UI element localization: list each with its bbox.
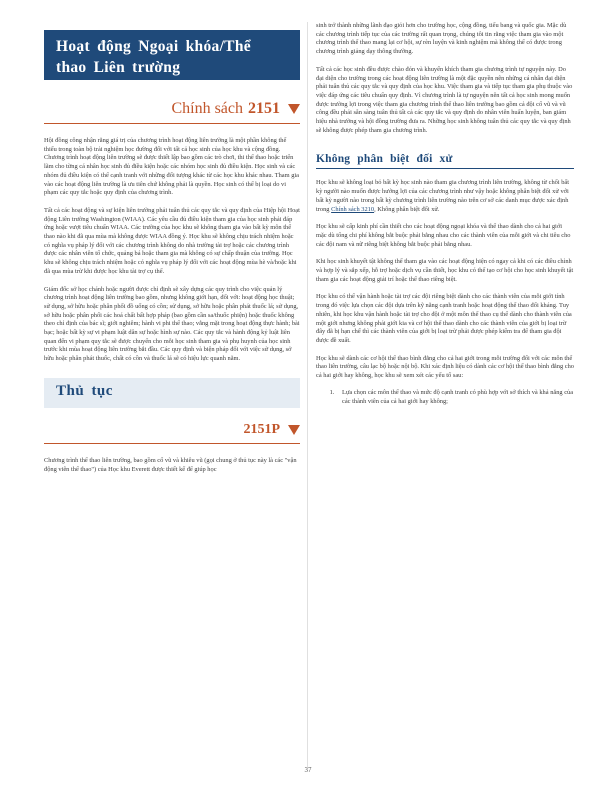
factors-list	[316, 389, 574, 406]
nd-text-after: , Không phân biệt đối xử.	[374, 205, 440, 213]
right-column	[316, 22, 574, 406]
page-title: Hoạt động Ngoại khóa/Thể thao Liên trường	[56, 38, 251, 76]
page-number: 37	[304, 766, 312, 774]
nondiscrimination-divider	[316, 168, 574, 169]
policy-divider	[44, 123, 300, 124]
policy-paragraph-1: Hội đồng công nhận rằng giá trị của chương trình hoạt động liên trường là một phần không thể thiếu trong toàn bộ trải nghiệm học đường đối với tất cả học sinh của học khu và cộng đồng. Chương trình hoạt động liên trường sẽ được thiết lập bao gồm các trò chơi, thi thể thao hoặc triển lãm cho từng cá nhân học sinh đủ điều kiện hoặc các nhóm học sinh đủ điều kiện. Học sinh và các nhóm đủ điều kiện có thể cạnh tranh với những đối tượng khác từ các học khu khác nhau. Tham gia vào các hoạt động liên trường là ưu tiên chứ không phải là quyền. Học sinh có thể bị loại do vi phạm các quy tắc hoặc quy định của chương trình.	[44, 137, 300, 197]
triangle-down-icon	[288, 104, 300, 114]
procedure-title: Thủ tục	[56, 382, 113, 399]
procedure-paragraph-continued: sinh trở thành những lãnh đạo giỏi hơn cho trường học, cộng đồng, tiểu bang và quốc gia. Mặc dù các chương trình tiếp tục của các trường rất quan trọng, chúng tôi tin rằng việc tham gia vào một chương trình thể thao mang lại cơ hội, sự rèn luyện và kinh nghiệm mà không thể có được trong chương trình giảng dạy thông thường.	[316, 22, 567, 56]
procedure-header	[44, 420, 300, 440]
nondiscrimination-paragraph-3: Khi học sinh khuyết tật không thể tham gia vào các hoạt động hiện có ngay cả khi có các điều chỉnh và hợp lý và sắp xếp, hỗ trợ hoặc dịch vụ cần thiết, học khu có thể tạo cơ hội cho học sinh khuyết tật tham gia các hoạt động giải trí hoặc thể thao riêng biệt.	[316, 258, 574, 283]
nd-text-before: Học khu sẽ không loại bỏ bất kỳ học sinh nào tham gia chương trình liên trường, không từ chối bất kỳ người nào muốn được hưởng lợi của các chương trình như vậy hoặc không phân biệt đối xử với bất kỳ người nào trong bất kỳ chương trình liên trường nào trên cơ sở các danh mục được xác định trong	[316, 179, 570, 213]
procedure-number: 2151P	[243, 421, 280, 437]
nondiscrimination-title: Không phân biệt đối xử	[316, 153, 453, 166]
procedure-banner	[44, 378, 300, 408]
policy-label: Chính sách	[171, 100, 243, 117]
title-banner	[44, 30, 300, 80]
nondiscrimination-paragraph-4: Học khu có thể vận hành hoặc tài trợ các đội riêng biệt dành cho các thành viên của mỗi giới tính trong đó việc lựa chọn các đội dựa trên kỹ năng cạnh tranh hoặc hoạt động thể thao đối kháng. Tuy nhiên, khi học khu vận hành hoặc tài trợ cho đội ở một môn thể thao cụ thể dành cho thành viên của một giới nhưng không phải giới kia và cơ hội thể thao dành cho các thành viên của giới bị loại trừ đây đã bị hạn chế thì các thành viên của giới bị loại trừ phải được phép kiểm tra để tham gia đội được đề xuất.	[316, 293, 572, 344]
policy-3210-link[interactable]: Chính sách 3210	[331, 205, 375, 213]
procedure-paragraph-2: Tất cả các học sinh đều được chào đón và khuyến khích tham gia chương trình tự nguyện này. Do đại diện cho trường trong các hoạt động liên trường là một đặc quyền nên những cá nhân đại diện phải tuân thủ các quy tắc và quy định của học khu. Việc tham gia và tiếp tục tham gia phụ thuộc vào việc đáp ứng các tiêu chuẩn quy định. Vì chương trình là tự nguyện nên tất cả học sinh mong muốn được trường lợi trong việc tham gia chương trình thể thao liên trường bao gồm cả đội cổ vũ và vũ công đều phải sẵn sàng tuân thủ tất cả các quy tắc và quy định do nhân viên huấn luyện, ban giám hiệu nhà trường và hội đồng trường đưa ra. Những học sinh không tuân thủ các quy tắc và quy định sẽ không được phép tham gia chương trình.	[316, 65, 573, 134]
nondiscrimination-paragraph-5: Học khu sẽ dành các cơ hội thể thao bình đẳng cho cả hai giới trong mỗi trường đối với các môn thể thao liên trường, câu lạc bộ hoặc nội bộ. Khi xác định liệu có dành các cơ hội thể thao bình đẳng cho cả hai giới hay không, học khu sẽ xem xét các yếu tố sau:	[316, 354, 574, 380]
list-item: 1. Lựa chọn các môn thể thao và mức độ cạnh tranh có phù hợp với sở thích và khả năng của các thành viên của cả hai giới hay không;	[336, 389, 574, 406]
policy-paragraph-3: Giám đốc sở học chánh hoặc người được chỉ định sẽ xây dựng các quy trình cho việc quản lý chương trình hoạt động liên trường bao gồm, nhưng không giới hạn, đối với: hoạt động học thuật; sử dụng, sở hữu hoặc phân phối đồ uống có cồn; sử dụng, sở hữu hoặc phân phát thuốc lá; sử dụng, sở hữu hoặc phân phối các hoá chất bất hợp pháp (bao gồm cần sa/thuốc phiện) hoặc thuốc không theo chỉ định của bác sĩ; giới nghiêm; hành vi phi thể thao; vắng mặt trong hoạt động thực hành; bài bạc; hoặc bất kỳ sự vi phạm luật dân sự hoặc hình sự nào. Các quy tắc và hành động kỷ luật liên quan đến vi phạm quy tắc sẽ được chuyển cho mỗi học sinh tham gia và phụ huynh của học sinh trước khi mùa hoạt động liên trường bắt đầu. Các quy định và biện pháp đối với việc sử dụng, sở hữu hoặc phân phát thuốc, chất có cồn và thuốc lá sẽ có hiệu lực quanh năm.	[44, 285, 300, 363]
triangle-down-icon	[288, 425, 300, 435]
policy-header	[44, 98, 300, 120]
procedure-divider	[44, 443, 300, 444]
nondiscrimination-section	[316, 153, 574, 165]
policy-paragraph-2: Tất cả các hoạt động và sự kiện liên trường phải tuân thủ các quy tắc và quy định của Hiệp hội Hoạt động Liên trường Washington (WIAA). Các yêu cầu đủ điều kiện tham gia của học sinh phải đáp ứng hoặc vượt tiêu chuẩn WIAA. Các trường của học khu sẽ không tham gia vào bất kỳ môn thể thao nào khi đã qua mùa mà không được WIAA đồng ý. Học khu sẽ không chịu trách nhiệm hoặc có nghĩa vụ pháp lý đối với các chương trình không do nhà trường tài trợ hoặc các chương trình được các nhân viên tổ chức, quảng bá hoặc tham gia mà không có sự chấp thuận của trường. Học khu sẽ không chịu trách nhiệm hoặc có nghĩa vụ pháp lý đối với các hoạt động mùa hè và/hoặc khi đã qua mùa trừ khi được học khu tài trợ cụ thể.	[44, 206, 300, 275]
left-column	[44, 30, 300, 474]
policy-number: 2151	[248, 100, 280, 117]
procedure-paragraph: Chương trình thể thao liên trường, bao gồm cổ vũ và khiêu vũ (gọi chung ở thủ tục này là các "vận động viên thể thao") của Học khu Everett được thiết kế để giúp học	[44, 456, 297, 473]
column-divider	[307, 22, 308, 767]
nondiscrimination-paragraph-2: Học khu sẽ cấp kinh phí cần thiết cho các hoạt động ngoại khóa và thể thao dành cho cả hai giới mặc dù tổng chi phí không bắt buộc phải bằng nhau cho các thành viên của mỗi giới và chi tiêu cho các đội nam và nữ riêng biệt không bắt buộc phải bằng nhau.	[316, 223, 571, 248]
nondiscrimination-paragraph-1	[316, 179, 574, 214]
